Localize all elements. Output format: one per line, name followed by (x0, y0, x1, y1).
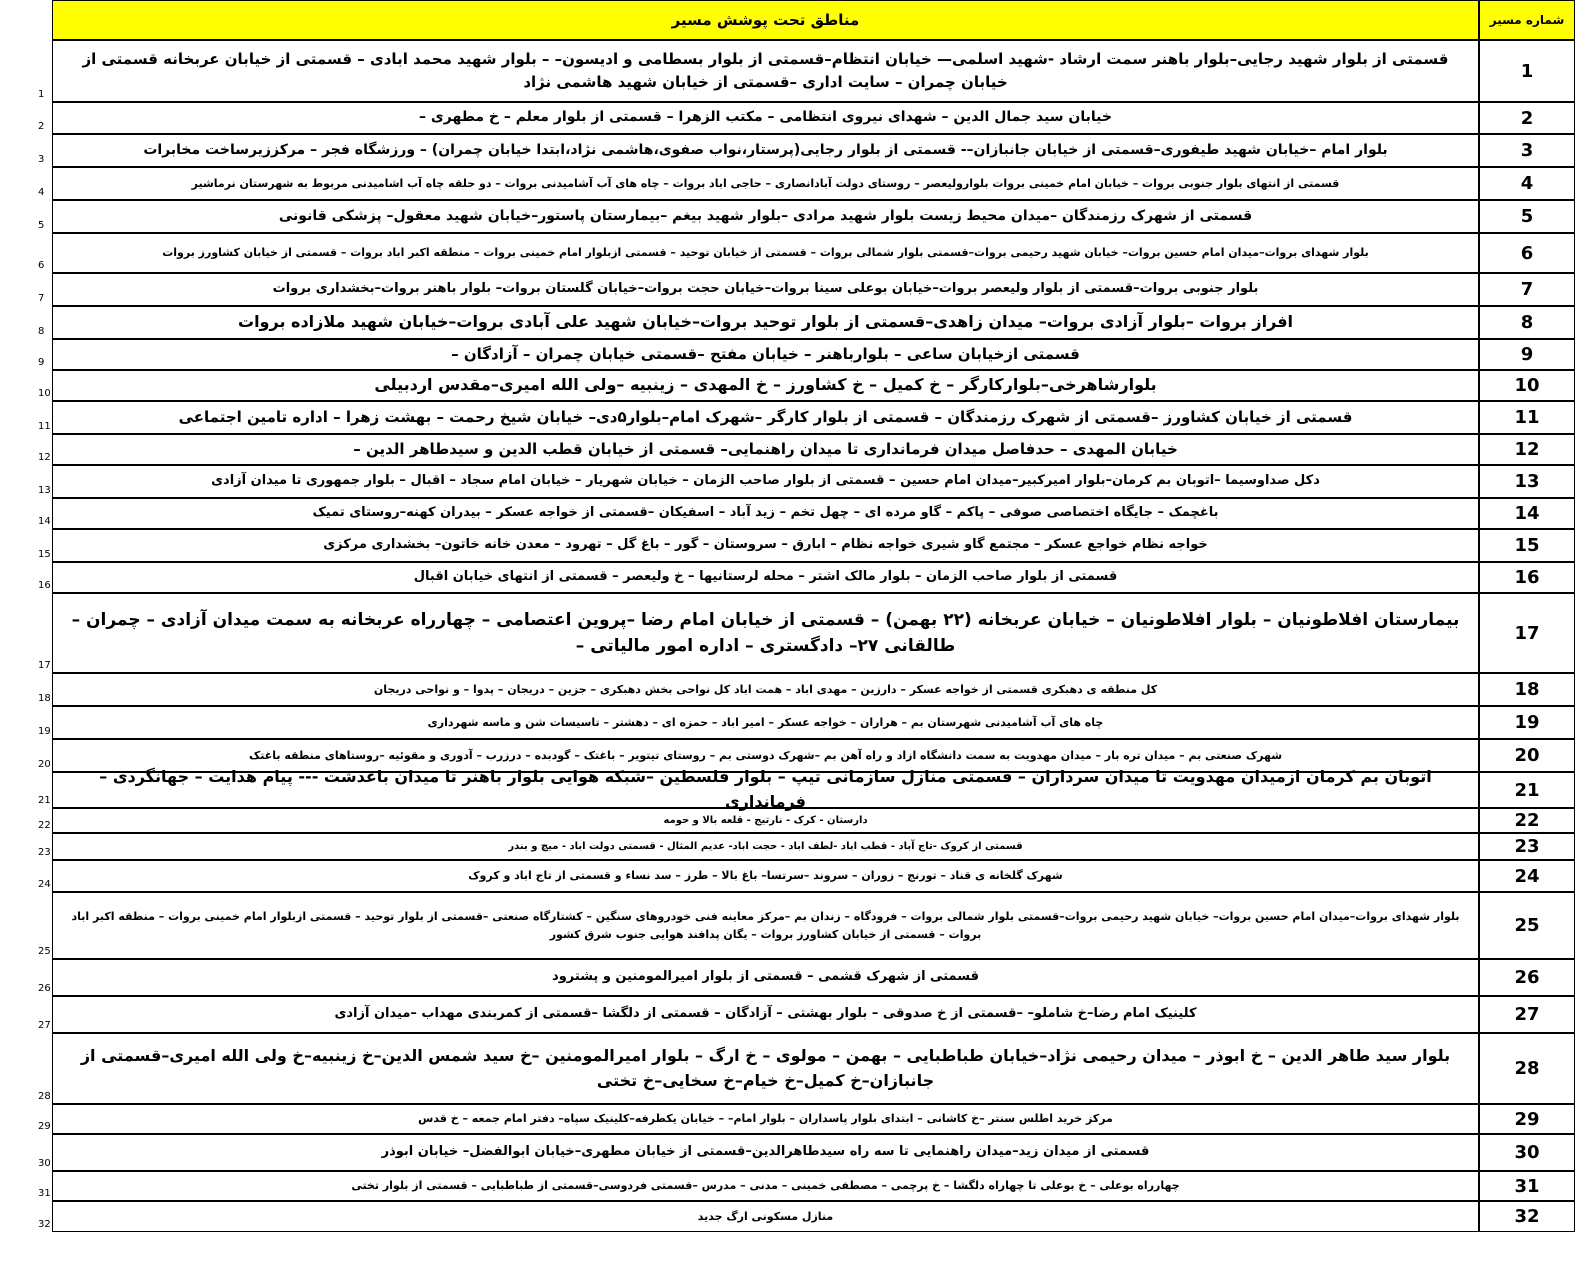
row-areas: قسمتی از بلوار شهید رجایی–بلوار باهنر سمت ارشاد -شهید اسلمی— خیابان انتظام–قسمتی از بلوار بسطامی و ادیسون– – بلوار شهید محمد ابادی – قسمتی از خیابان عربخانه قسمتی از خیابان چمران – سایت اداری –قسمتی از خیابان شهید هاشمی نژاد (52, 40, 1479, 102)
row-route-number: 26 (1479, 959, 1575, 996)
row-route-number: 4 (1479, 167, 1575, 200)
row-route-number: 22 (1479, 808, 1575, 833)
row-index: 25 (38, 946, 51, 957)
row-areas: بلوار سید طاهر الدین – خ ابوذر – میدان رحیمی نژاد–خیابان طباطبایی – بهمن – مولوی – خ ارگ – بلوار امیرالمومنین –خ سید شمس الدین–خ زینبیه–خ ولی الله امیری–قسمتی از جانبازان–خ کمیل–خ خیام–خ سخایی–خ تختی (52, 1033, 1479, 1104)
row-index: 8 (38, 326, 45, 337)
row-areas: چهارراه بوعلی – خ بوعلی تا چهاراه دلگشا – خ پرچمی – مصطفی خمینی – مدنی – مدرس –قسمتی فردوسی–قسمتی از طباطبایی – قسمتی از بلوار تختی (52, 1171, 1479, 1201)
row-index: 14 (38, 516, 51, 527)
row-index: 7 (38, 293, 45, 304)
row-route-number: 29 (1479, 1104, 1575, 1134)
row-route-number: 13 (1479, 465, 1575, 498)
row-index: 30 (38, 1158, 51, 1169)
row-areas: قسمتی از بلوار صاحب الزمان – بلوار مالک اشتر – محله لرستانیها – خ ولیعصر – قسمتی از انتهای خیابان اقبال (52, 562, 1479, 593)
row-areas: دکل صداوسیما –اتوبان بم کرمان–بلوار امیرکبیر–میدان امام حسین – قسمتی از بلوار صاحب الزمان – خیابان شهریار – خیابان امام سجاد – اقبال – بلوار جمهوری تا میدان آزادی (52, 465, 1479, 498)
row-index: 27 (38, 1020, 51, 1031)
row-route-number: 14 (1479, 498, 1575, 529)
header-areas (52, 0, 1479, 40)
row-areas: بلوار جنوبی بروات–قسمتی از بلوار ولیعصر بروات–خیابان بوعلی سینا بروات–خیابان حجت بروات–خیابان گلستان بروات– بلوار باهنر بروات–بخشداری بروات (52, 273, 1479, 306)
row-index: 24 (38, 879, 51, 890)
row-index: 22 (38, 820, 51, 831)
row-areas: بیمارستان افلاطونیان – بلوار افلاطونیان – خیابان عربخانه (۲۲ بهمن) – قسمتی از خیابان امام رضا –پروین اعتصامی – چهارراه عربخانه به سمت میدان آزادی – چمران – طالقانی ۲۷– دادگستری – اداره امور مالیاتی – (52, 593, 1479, 673)
row-areas: قسمتی از کروک -تاج آباد - قطب اباد -لطف اباد - حجت اباد- عدیم المثال - قسمتی دولت اباد - میچ و بندر (52, 833, 1479, 860)
row-route-number: 20 (1479, 739, 1575, 772)
row-areas: باغچمک – جایگاه اختصاصی صوفی – پاکم – گاو مرده ای – چهل تخم – زید آباد – اسفیکان –قسمتی از خواجه عسکر – بیدران کهنه–روستای تمیک (52, 498, 1479, 529)
row-index: 17 (38, 660, 51, 671)
row-areas: افراز بروات –بلوار آزادی بروات– میدان زاهدی–قسمتی از بلوار توحید بروات–خیابان شهید علی آبادی بروات–خیابان شهید ملازاده بروات (52, 306, 1479, 339)
row-index: 32 (38, 1219, 51, 1230)
row-route-number: 28 (1479, 1033, 1575, 1104)
row-index: 15 (38, 549, 51, 560)
row-index: 21 (38, 795, 51, 806)
row-route-number: 17 (1479, 593, 1575, 673)
row-route-number: 6 (1479, 233, 1575, 273)
row-index: 9 (38, 357, 45, 368)
row-areas: قسمتی از شهرک قشمی – قسمتی از بلوار امیرالمومنین و پشترود (52, 959, 1479, 996)
row-areas: بلوار امام –خیابان شهید طیفوری–قسمتی از خیابان جانبازان–- قسمتی از بلوار رجایی(پرستار،نواب صفوی،هاشمی نژاد،ابتدا خیابان چمران) – ورزشگاه فجر – مرکززیرساخت مخابرات (52, 134, 1479, 167)
row-route-number: 15 (1479, 529, 1575, 562)
row-index: 26 (38, 983, 51, 994)
row-route-number: 30 (1479, 1134, 1575, 1171)
row-areas: خواجه نظام خواجع عسکر – مجتمع گاو شیری خواجه نظام – ابارق – سروستان – گور – باغ گل – تهرود – معدن خانه خاتون– بخشداری مرکزی (52, 529, 1479, 562)
row-areas: منازل مسکونی ارگ جدید (52, 1201, 1479, 1232)
row-index: 10 (38, 388, 51, 399)
row-index: 16 (38, 580, 51, 591)
row-route-number: 24 (1479, 860, 1575, 892)
row-index: 20 (38, 759, 51, 770)
row-areas: قسمتی از شهرک رزمندگان –میدان محیط زیست بلوار شهید مرادی –بلوار شهید بیغم –بیمارستان پاستور–خیابان شهید معقول– پزشکی قانونی (52, 200, 1479, 233)
row-areas: کل منطقه ی دهبکری قسمتی از خواجه عسکر – دارزین – مهدی اباد – همت اباد کل نواحی بخش دهبکری – جزین – دریجان – پدوا – و نواحی دریجان (52, 673, 1479, 706)
row-areas: خیابان المهدی – حدفاصل میدان فرمانداری تا میدان راهنمایی– قسمتی از خیابان قطب الدین و سیدطاهر الدین – (52, 434, 1479, 465)
row-route-number: 27 (1479, 996, 1575, 1033)
row-route-number: 25 (1479, 892, 1575, 959)
row-index: 29 (38, 1121, 51, 1132)
row-index: 11 (38, 421, 51, 432)
row-route-number: 1 (1479, 40, 1575, 102)
row-areas: دارستان - کرک - نارتیج - قلعه بالا و حومه (52, 808, 1479, 833)
row-route-number: 5 (1479, 200, 1575, 233)
row-route-number: 18 (1479, 673, 1575, 706)
row-areas: قسمتی از خیابان کشاورز –قسمتی از شهرک رزمندگان – قسمتی از بلوار کارگر –شهرک امام–بلوار۵دی– خیابان شیخ رحمت – بهشت زهرا – اداره تامین اجتماعی (52, 401, 1479, 434)
row-index: 1 (38, 89, 45, 100)
row-route-number: 16 (1479, 562, 1575, 593)
row-areas: کلینیک امام رضا–خ شاملو– –قسمتی از خ صدوقی – بلوار بهشتی – آزادگان – قسمتی از دلگشا –قسمتی از کمربندی مهداب –میدان آزادی (52, 996, 1479, 1033)
row-route-number: 31 (1479, 1171, 1575, 1201)
row-index: 2 (38, 121, 45, 132)
row-route-number: 19 (1479, 706, 1575, 739)
row-index: 6 (38, 260, 45, 271)
row-route-number: 21 (1479, 772, 1575, 808)
row-route-number: 9 (1479, 339, 1575, 370)
header-route-label: شماره مسیر (1489, 13, 1565, 27)
header-areas-label: مناطق تحت پوشش مسیر (671, 11, 860, 29)
row-index: 5 (38, 220, 45, 231)
row-index: 31 (38, 1188, 51, 1199)
row-route-number: 11 (1479, 401, 1575, 434)
row-areas: قسمتی از میدان زید–میدان راهنمایی تا سه راه سیدطاهرالدین–قسمتی از خیابان مطهری–خیابان ابوالفضل– خیابان ابوذر (52, 1134, 1479, 1171)
row-route-number: 10 (1479, 370, 1575, 401)
header-route (1479, 0, 1575, 40)
row-route-number: 8 (1479, 306, 1575, 339)
row-areas: شهرک صنعتی بم – میدان تره بار – میدان مهدویت به سمت دانشگاه ازاد و راه آهن بم –شهرک دوستی بم – روستای تیتویر – باغتک – گودبده – درزرب – آدوری و مقوئیه –روستاهای منطقه باغتک (52, 739, 1479, 772)
row-areas: اتوبان بم کرمان ازمیدان مهدویت تا میدان سرداران – قسمتی منازل سازمانی تیپ – بلوار فلسطین –شبکه هوایی بلوار باهنر تا میدان باغدشت --- پیام هدایت – جهانگردی – فرمانداری (52, 772, 1479, 808)
row-areas: چاه های آب آشامیدنی شهرستان بم – هراران – خواجه عسکر – امیر اباد – حمزه ای – دهشتر – تاسیسات شن و ماسه شهرداری (52, 706, 1479, 739)
row-areas: بلوار شهدای بروات–میدان امام حسین بروات– خیابان شهید رحیمی بروات–قسمتی بلوار شمالی بروات – قسمتی از خیابان توحید – قسمتی ازبلوار امام خمینی بروات – منطقه اکبر اباد بروات – قسمتی از خیابان کشاورز بروات (52, 233, 1479, 273)
row-areas: بلوارشاهرخی–بلوارکارگر – خ کمیل – خ کشاورز – خ المهدی – زینبیه –ولی الله امیری–مقدس اردبیلی (52, 370, 1479, 401)
row-index: 13 (38, 485, 51, 496)
row-index: 4 (38, 187, 45, 198)
row-areas: بلوار شهدای بروات–میدان امام حسین بروات– خیابان شهید رحیمی بروات–قسمتی بلوار شمالی بروات – فرودگاه – زندان بم –مرکز معاینه فنی خودروهای سنگین – کشتارگاه صنعتی –قسمتی از بلوار توحید – قسمتی ازبلوار امام خمینی بروات – منطقه اکبر اباد بروات – قسمتی از خیابان کشاورز بروات – یگان پدافند هوایی جنوب شرق کشور (52, 892, 1479, 959)
row-areas: مرکز خرید اطلس سنتر –خ کاشانی – ابتدای بلوار پاسداران – بلوار امام– – خیابان یکطرفه–کلینیک سپاه– دفتر امام جمعه – خ قدس (52, 1104, 1479, 1134)
row-route-number: 2 (1479, 102, 1575, 134)
row-index: 18 (38, 693, 51, 704)
row-route-number: 23 (1479, 833, 1575, 860)
row-index: 23 (38, 847, 51, 858)
row-areas: قسمتی از انتهای بلوار جنوبی بروات – خیابان امام خمینی بروات بلواروليعصر – روستای دولت آبادانصاری – حاجی اباد بروات – چاه های آب آشامیدنی بروات – دو حلقه چاه آب اشامیدنی مربوط به شهرستان نرماشیر (52, 167, 1479, 200)
row-route-number: 7 (1479, 273, 1575, 306)
row-areas: قسمتی ازخیابان ساعی – بلوارباهنر – خیابان مفتح –قسمتی خیابان چمران – آزادگان – (52, 339, 1479, 370)
row-route-number: 3 (1479, 134, 1575, 167)
row-areas: خیابان سید جمال الدین – شهدای نیروی انتظامی – مکتب الزهرا – قسمتی از بلوار معلم – خ مطهری – (52, 102, 1479, 134)
row-route-number: 32 (1479, 1201, 1575, 1232)
row-route-number: 12 (1479, 434, 1575, 465)
row-areas: شهرک گلخانه ی قناد – تورنج – زوران – سروند –سرتسا– باغ بالا – طرز – سد نساء و قسمتی از تاج اباد و کروک (52, 860, 1479, 892)
row-index: 3 (38, 154, 45, 165)
row-index: 12 (38, 452, 51, 463)
row-index: 28 (38, 1091, 51, 1102)
row-index: 19 (38, 726, 51, 737)
